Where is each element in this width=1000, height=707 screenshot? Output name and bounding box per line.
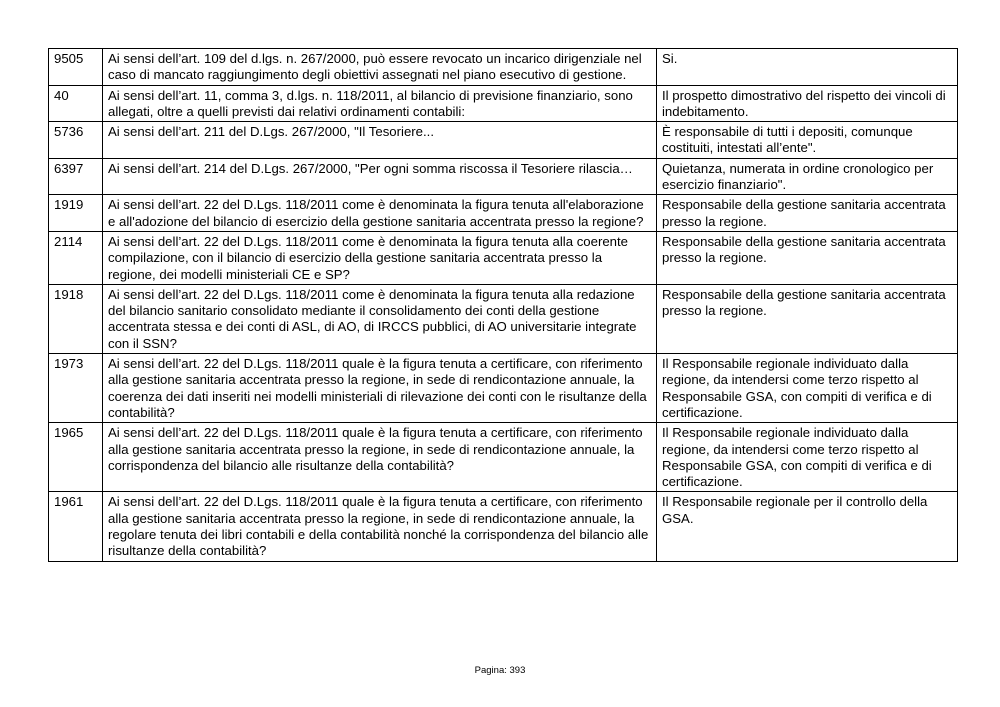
answer-text: Il Responsabile regionale per il controllo della GSA. (657, 492, 958, 561)
table-row (49, 85, 958, 122)
question-text: Ai sensi dell’art. 22 del D.Lgs. 118/2011 quale è la figura tenuta a certificare, con riferimento alla gestione sanitaria accentrata presso la regione, in sede di rendicontazione annuale, la corrispondenza del bilancio alle risultanze della contabilità? (103, 423, 657, 492)
answer-text: Il Responsabile regionale individuato dalla regione, da intendersi come terzo rispetto al Responsabile GSA, con compiti di verifica e di certificazione. (657, 423, 958, 492)
question-id: 2114 (49, 231, 103, 284)
table-row (49, 423, 958, 492)
question-id: 40 (49, 85, 103, 122)
question-text: Ai sensi dell’art. 214 del D.Lgs. 267/2000, "Per ogni somma riscossa il Tesoriere rilascia… (103, 158, 657, 195)
answer-text: Il prospetto dimostrativo del rispetto dei vincoli di indebitamento. (657, 85, 958, 122)
page-number-footer: Pagina: 393 (474, 665, 526, 676)
question-text: Ai sensi dell’art. 211 del D.Lgs. 267/2000, "Il Tesoriere... (103, 122, 657, 159)
question-text: Ai sensi dell’art. 109 del d.lgs. n. 267/2000, può essere revocato un incarico dirigenziale nel caso di mancato raggiungimento degli obiettivi assegnati nel piano esecutivo di gestione. (103, 49, 657, 86)
answer-text: Responsabile della gestione sanitaria accentrata presso la regione. (657, 284, 958, 353)
question-text: Ai sensi dell’art. 22 del D.Lgs. 118/2011 quale è la figura tenuta a certificare, con riferimento alla gestione sanitaria accentrata presso la regione, in sede di rendicontazione annuale, la regolare tenuta dei libri contabili e della contabilità nonché la corrispondenza del bilancio alle risultanze della contabilità? (103, 492, 657, 561)
question-id: 1918 (49, 284, 103, 353)
table-row (49, 158, 958, 195)
question-text: Ai sensi dell’art. 22 del D.Lgs. 118/2011 come è denominata la figura tenuta all'elaborazione e all'adozione del bilancio di esercizio della gestione sanitaria accentrata presso la regione? (103, 195, 657, 232)
answer-text: Responsabile della gestione sanitaria accentrata presso la regione. (657, 195, 958, 232)
question-id: 5736 (49, 122, 103, 159)
question-id: 1973 (49, 354, 103, 423)
question-id: 6397 (49, 158, 103, 195)
answer-text: Il Responsabile regionale individuato dalla regione, da intendersi come terzo rispetto al Responsabile GSA, con compiti di verifica e di certificazione. (657, 354, 958, 423)
table-row (49, 492, 958, 561)
table-row (49, 122, 958, 159)
question-text: Ai sensi dell’art. 22 del D.Lgs. 118/2011 come è denominata la figura tenuta alla coerente compilazione, con il bilancio di esercizio della gestione sanitaria accentrata presso la regione, dei modelli ministeriali CE e SP? (103, 231, 657, 284)
table-row (49, 231, 958, 284)
question-id: 1919 (49, 195, 103, 232)
question-text: Ai sensi dell’art. 11, comma 3, d.lgs. n. 118/2011, al bilancio di previsione finanziario, sono allegati, oltre a quelli previsti dai relativi ordinamenti contabili: (103, 85, 657, 122)
answer-text: È responsabile di tutti i depositi, comunque costituiti, intestati all’ente". (657, 122, 958, 159)
question-answer-table (48, 48, 958, 562)
question-id: 9505 (49, 49, 103, 86)
question-id: 1961 (49, 492, 103, 561)
table-row (49, 195, 958, 232)
question-id: 1965 (49, 423, 103, 492)
answer-text: Responsabile della gestione sanitaria accentrata presso la regione. (657, 231, 958, 284)
answer-text: Si. (657, 49, 958, 86)
table-row (49, 354, 958, 423)
table-row (49, 284, 958, 353)
question-text: Ai sensi dell’art. 22 del D.Lgs. 118/2011 come è denominata la figura tenuta alla redazione del bilancio sanitario consolidato mediante il consolidamento dei conti della gestione accentrata stessa e dei conti di ASL, di AO, di IRCCS pubblici, di AO universitarie integrate con il SSN? (103, 284, 657, 353)
table-row (49, 49, 958, 86)
question-text: Ai sensi dell’art. 22 del D.Lgs. 118/2011 quale è la figura tenuta a certificare, con riferimento alla gestione sanitaria accentrata presso la regione, in sede di rendicontazione annuale, la coerenza dei dati inseriti nei modelli ministeriali di rilevazione dei conti con le risultanze della contabilità? (103, 354, 657, 423)
answer-text: Quietanza, numerata in ordine cronologico per esercizio finanziario". (657, 158, 958, 195)
